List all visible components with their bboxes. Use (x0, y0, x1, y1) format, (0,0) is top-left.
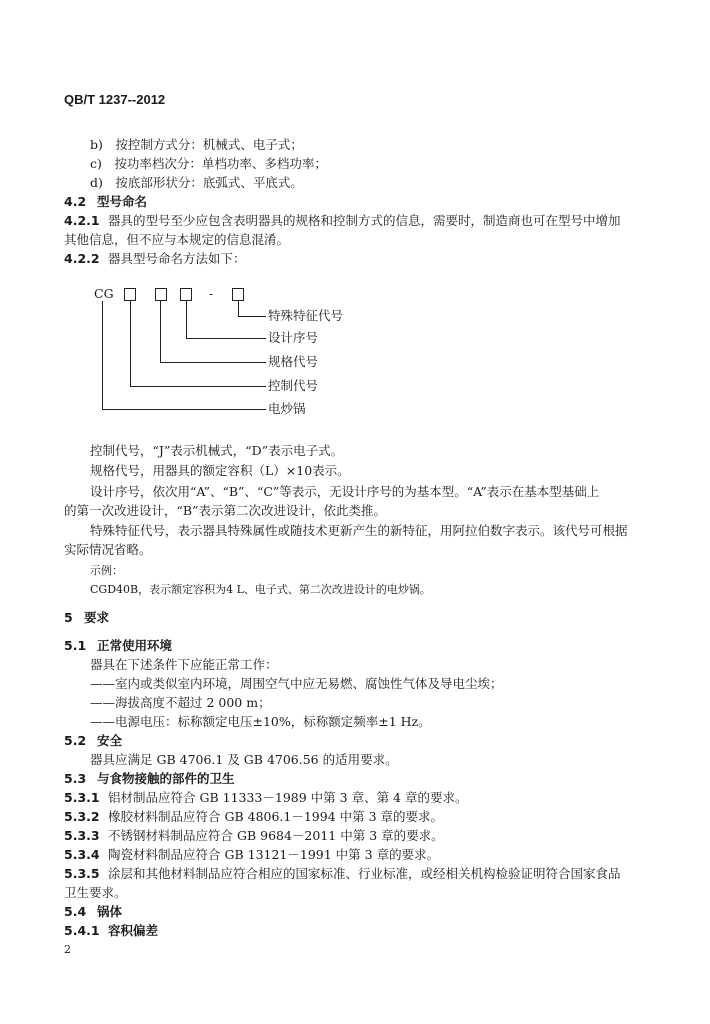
section-5-3-5-line1: 涂层和其他材料制品应符合相应的国家标准、行业标准，或经相关机构检验证明符合国家食品 (108, 866, 621, 881)
diagram-dash: - (209, 286, 214, 301)
leader-design-v (186, 301, 187, 338)
section-4-2-title: 型号命名 (97, 194, 148, 209)
leader-special-h (238, 316, 266, 317)
page-number: 2 (64, 943, 71, 956)
section-5-3-5-line2: 卫生要求。 (64, 885, 127, 900)
section-5-3-4-text: 陶瓷材料制品应符合 GB 13121－1991 中第 3 章的要求。 (108, 847, 440, 862)
leader-control-v (130, 301, 131, 386)
model-naming-diagram (90, 280, 390, 420)
section-5-4-1-title: 容积偏差 (108, 923, 159, 938)
label-design-serial: 设计序号 (268, 330, 319, 345)
leader-special-v (238, 301, 239, 316)
section-5-1-title: 正常使用环境 (97, 638, 173, 653)
section-5-3-title: 与食物接触的部件的卫生 (97, 771, 235, 786)
section-5-1-item1: ——室内或类似室内环境，周围空气中应无易燃、腐蚀性气体及导电尘埃； (90, 676, 503, 691)
section-5-2-number: 5.2 (64, 733, 87, 748)
leader-prefix-v (102, 301, 103, 409)
section-5-1-item2: ——海拔高度不超过 2 000 m； (90, 695, 271, 710)
section-4-2-2-number: 4.2.2 (64, 251, 100, 266)
section-4-2-2-text: 器具型号命名方法如下： (108, 251, 246, 266)
section-5-1-intro: 器具在下述条件下应能正常工作： (90, 657, 278, 672)
diagram-box-design (180, 288, 192, 301)
desc-design-serial-line1: 设计序号，依次用“A”、“B”、“C”等表示，无设计序号的为基本型。“A”表示在基本型基础上 (90, 484, 600, 499)
label-control-code: 控制代号 (268, 378, 319, 393)
section-5-3-2-number: 5.3.2 (64, 809, 100, 824)
section-5-4-title: 锅体 (97, 904, 123, 919)
leader-spec-h (160, 362, 266, 363)
list-item-c: c) 按功率档次分：单档功率、多档功率； (90, 156, 327, 171)
document-code: QB/T 1237--2012 (64, 92, 166, 107)
diagram-prefix: CG (94, 286, 114, 301)
diagram-box-spec (155, 288, 167, 301)
section-5-title: 要求 (84, 610, 110, 625)
label-spec-code: 规格代号 (268, 354, 319, 369)
section-4-2-1-line1: 器具的型号至少应包含表明器具的规格和控制方式的信息，需要时，制造商也可在型号中增加 (108, 213, 621, 228)
section-4-2-number: 4.2 (64, 194, 87, 209)
desc-spec-code: 规格代号，用器具的额定容积（L）×10表示。 (90, 463, 350, 478)
section-5-2-text: 器具应满足 GB 4706.1 及 GB 4706.56 的适用要求。 (90, 752, 398, 767)
section-4-2-1-number: 4.2.1 (64, 213, 100, 228)
desc-design-serial-line2: 的第一次改进设计，“B”表示第二次改进设计，依此类推。 (64, 503, 386, 518)
section-5-4-1-number: 5.4.1 (64, 923, 100, 938)
desc-control-code: 控制代号，“J”表示机械式，“D”表示电子式。 (90, 443, 344, 458)
section-4-2-1-line2: 其他信息，但不应与本规定的信息混淆。 (64, 232, 290, 247)
example-label: 示例： (90, 564, 123, 577)
list-item-b: b) 按控制方式分：机械式、电子式； (90, 137, 303, 152)
list-item-d: d) 按底部形状分：底弧式、平底式。 (90, 175, 303, 190)
section-5-3-4-number: 5.3.4 (64, 847, 100, 862)
diagram-box-special (232, 288, 244, 301)
leader-control-h (130, 386, 266, 387)
section-5-3-3-text: 不锈钢材料制品应符合 GB 9684－2011 中第 3 章的要求。 (108, 828, 444, 843)
section-5-3-1-number: 5.3.1 (64, 790, 100, 805)
section-5-number: 5 (64, 610, 73, 625)
section-5-4-number: 5.4 (64, 904, 87, 919)
label-product: 电炒锅 (268, 401, 306, 416)
section-5-1-item3: ——电源电压：标称额定电压±10%，标称额定频率±1 Hz。 (90, 714, 431, 729)
section-5-1-number: 5.1 (64, 638, 87, 653)
section-5-3-5-number: 5.3.5 (64, 866, 100, 881)
section-5-3-3-number: 5.3.3 (64, 828, 100, 843)
section-5-2-title: 安全 (97, 733, 123, 748)
diagram-box-control (124, 288, 136, 301)
desc-special-code-line1: 特殊特征代号，表示器具特殊属性或随技术更新产生的新特征，用阿拉伯数字表示。该代号可根据 (90, 523, 628, 538)
section-5-3-1-text: 铝材制品应符合 GB 11333－1989 中第 3 章、第 4 章的要求。 (108, 790, 468, 805)
leader-design-h (186, 338, 266, 339)
section-5-3-number: 5.3 (64, 771, 87, 786)
desc-special-code-line2: 实际情况省略。 (64, 542, 152, 557)
example-text: CGD40B，表示额定容积为4 L、电子式、第二次改进设计的电炒锅。 (90, 583, 431, 596)
section-5-3-2-text: 橡胶材料制品应符合 GB 4806.1－1994 中第 3 章的要求。 (108, 809, 444, 824)
label-special-feature-code: 特殊特征代号 (268, 308, 344, 323)
leader-spec-v (160, 301, 161, 362)
leader-prefix-h (102, 409, 266, 410)
